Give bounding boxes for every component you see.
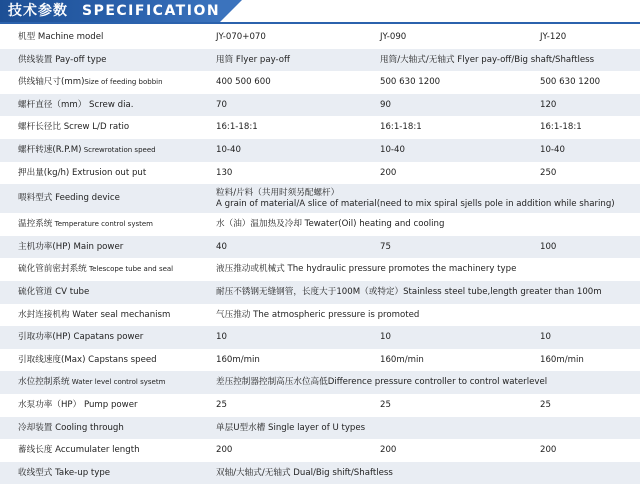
row-value: 90 [380,99,391,110]
table-row [0,326,640,349]
row-value: 10 [216,332,227,343]
row-value: 25 [540,399,551,410]
row-value: 25 [216,399,227,410]
row-value: 甩筒 Flyer pay-off [216,54,290,65]
row-value: 100 [540,241,557,252]
row-label-main: 硫化管前密封系统 [18,264,87,275]
row-value: 10-40 [216,144,241,155]
table-row [0,417,640,440]
row-label: 冷却装置 Cooling through [18,422,124,433]
row-value-span: 双轴/大轴式/无轴式 Dual/Big shift/Shaftless [216,467,393,478]
row-label [18,258,173,281]
row-value: 10 [540,332,551,343]
row-value: 16:1-18:1 [216,122,258,133]
title-en: SPECIFICATIONS [82,3,232,19]
row-label-en: Water seal mechanism [69,309,171,320]
row-label: 硫化管道 CV tube [18,286,90,297]
row-value: 200 [216,445,233,456]
table-row [0,71,640,94]
row-value-line: A grain of material/A slice of material(need to mix spiral sjells pole in addition while sharing) [216,198,615,209]
row-label: 收线型式 Take-up type [18,467,111,478]
table-row [0,304,640,327]
row-label: 引取功率(HP) Capatans power [18,332,144,343]
row-value-span: 气压推动 The atmospheric pressure is promoted [216,309,420,320]
row-label-main: 螺杆转速(R.P.M) [18,144,82,155]
row-label: 螺杆直径（mm） Screw dia. [18,99,134,110]
row-label-small: Temperature control system [52,220,153,229]
row-value: 500 630 1200 [540,77,601,88]
row-label-main: 供线轴尺寸(mm) [18,77,85,88]
table-row [0,184,640,213]
row-value: 70 [216,99,227,110]
row-value: 120 [540,99,557,110]
row-label: 螺杆长径比 Screw L/D ratio [18,122,130,133]
row-label [18,71,163,94]
row-value: 40 [216,241,227,252]
title-cn: 技术参数 [8,3,68,19]
row-label-small: Telescope tube and seal [86,265,174,274]
row-label [18,139,156,162]
row-value: 160m/min [540,354,584,365]
row-label-small: Size of feeding bobbin [84,78,163,87]
row-value: 200 [380,445,397,456]
table-row [0,94,640,117]
table-row [0,371,640,394]
row-value-span: 水（油）温加热及冷却 Tewater(Oil) heating and cooling [216,219,445,230]
row-label-main: 水封连接机构 [18,309,70,320]
table-row [0,162,640,185]
row-value: 10 [380,332,391,343]
row-value: 130 [216,167,233,178]
row-value: 200 [380,167,397,178]
spec-title-bar [0,0,232,22]
row-label: 押出量(kg/h) Extrusion out put [18,167,147,178]
row-value: 250 [540,167,557,178]
table-row [0,139,640,162]
row-label: 引取线速度(Max) Capstans speed [18,354,157,365]
spec-header [0,0,640,22]
row-value-line: 粒料/片料（共用时须另配螺杆） [216,188,340,199]
row-value: 10-40 [540,144,565,155]
row-label: 水泵功率（HP） Pump power [18,399,138,410]
row-value-span: 耐压不锈钢无缝钢管，长度大于100M（或特定）Stainless steel tube,length greater than 100m [216,286,602,297]
spec-table [0,26,640,484]
row-value: 16:1-18:1 [540,122,582,133]
row-label: 主机功率(HP) Main power [18,241,124,252]
row-value: 400 500 600 [216,77,271,88]
row-value: 16:1-18:1 [380,122,422,133]
row-value: JY-120 [540,32,567,42]
row-label [18,371,165,394]
table-row [0,349,640,372]
table-row [0,26,640,49]
row-value-multiline [216,184,615,209]
table-row [0,49,640,72]
row-label: 机型 Machine model [18,32,104,42]
row-label [18,213,153,236]
row-label-small: Water level control sysetm [69,378,166,387]
row-value-span: 差压控制器控制高压水位高低Difference pressure controller to control waterlevel [216,377,548,388]
row-value: 160m/min [380,354,424,365]
row-label-small: Screwrotation speed [81,145,156,154]
table-row [0,394,640,417]
row-label-main: 温控系统 [18,219,53,230]
header-underline [0,22,640,24]
row-value: 200 [540,445,557,456]
table-row [0,258,640,281]
table-row [0,462,640,484]
row-value: 160m/min [216,354,260,365]
row-value: JY-090 [380,32,407,42]
row-label: 供线装置 Pay-off type [18,54,107,65]
row-label [18,304,170,327]
table-row [0,236,640,259]
row-value-span: 液压推动或机械式 The hydraulic pressure promotes the machinery type [216,264,517,275]
table-row [0,116,640,139]
row-value: 500 630 1200 [380,77,441,88]
row-value: 25 [380,399,391,410]
table-row [0,439,640,462]
row-label: 喂料型式 Feeding device [18,193,120,204]
row-value: JY-070+070 [216,32,266,42]
row-label-main: 水位控制系统 [18,377,70,388]
row-value: 10-40 [380,144,405,155]
row-value: 甩筒/大轴式/无轴式 Flyer pay-off/Big shaft/Shaftless [380,54,595,65]
row-value-span: 单层U型水槽 Single layer of U types [216,422,366,433]
table-row [0,281,640,304]
row-label: 蓄线长度 Accumulater length [18,445,140,456]
row-value: 75 [380,241,391,252]
table-row [0,213,640,236]
